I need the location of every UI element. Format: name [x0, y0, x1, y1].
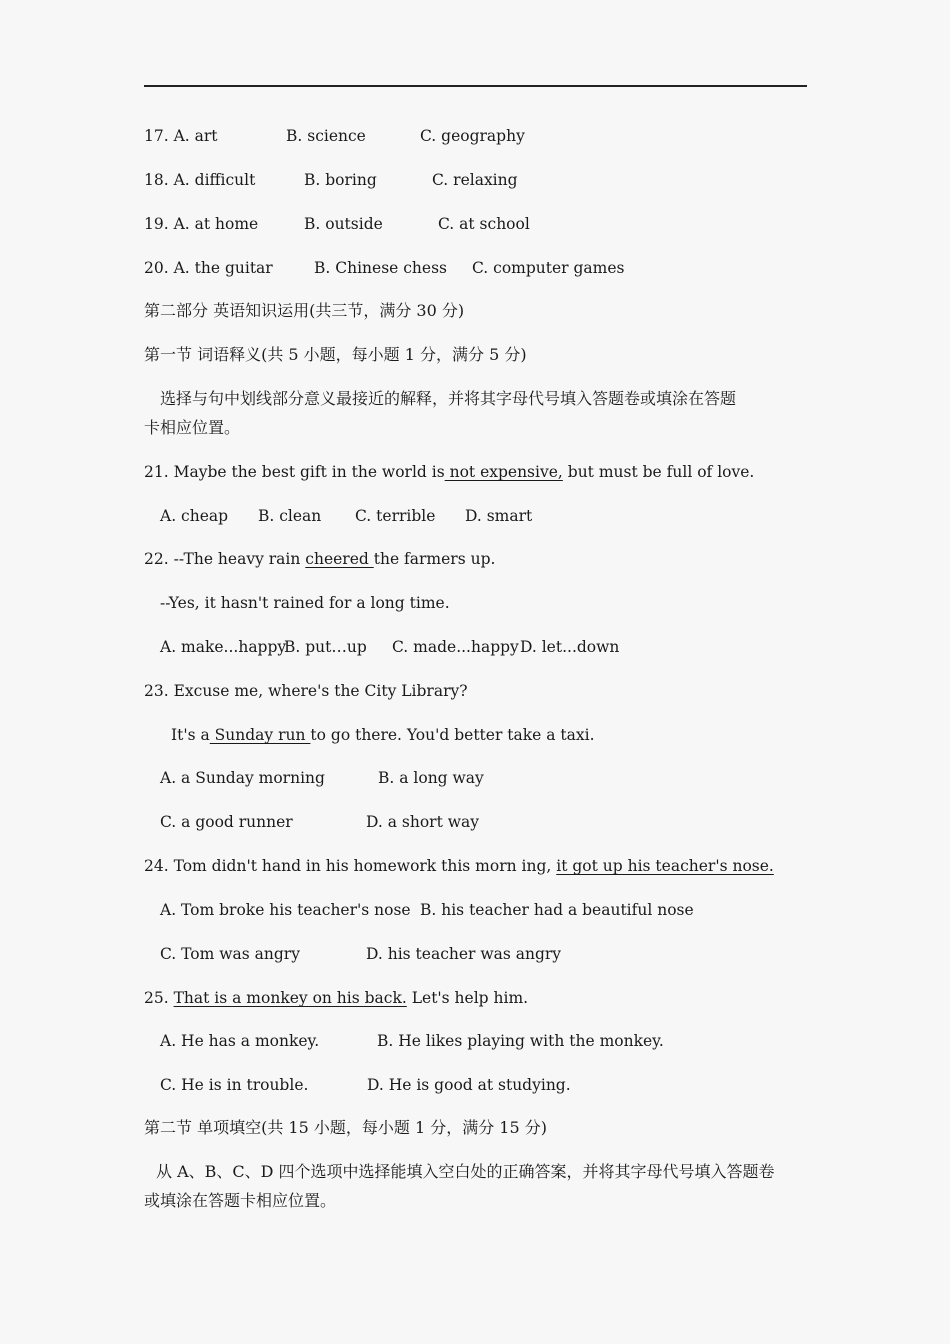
section-1-instruction-cont: 卡相应位置。 — [144, 418, 241, 437]
question-24 — [144, 856, 774, 876]
option-a: A. at home — [173, 215, 259, 233]
question-18 — [144, 170, 255, 190]
option-a: A. a Sunday morning — [160, 769, 325, 787]
underlined-phrase: not expensive, — [444, 463, 563, 481]
question-20 — [144, 258, 273, 278]
option-a: A. He has a monkey. — [160, 1032, 320, 1050]
option-b: B. boring — [304, 171, 377, 189]
question-19 — [144, 214, 258, 234]
option-d: D. let...down — [520, 638, 620, 656]
option-a: A. Tom broke his teacher's nose — [160, 901, 411, 919]
question-text-end: but must be full of love. — [562, 463, 755, 481]
question-text: 25. — [144, 989, 174, 1007]
option-b: B. Chinese chess — [314, 259, 447, 277]
reply-text: It's a — [171, 726, 210, 744]
underlined-phrase: cheered — [305, 550, 374, 568]
dialogue-reply — [171, 725, 595, 745]
option-d: D. smart — [465, 507, 533, 525]
question-number: 17. — [144, 127, 169, 145]
question-22 — [144, 549, 495, 569]
option-b: B. put…up — [284, 638, 367, 656]
option-a: A. art — [173, 127, 218, 145]
question-17 — [144, 126, 218, 146]
option-d: D. his teacher was angry — [366, 945, 562, 963]
question-number: 19. — [144, 215, 169, 233]
question-23: 23. Excuse me, where's the City Library? — [144, 682, 468, 700]
option-c: C. a good runner — [160, 813, 293, 831]
question-number: 20. — [144, 259, 169, 277]
option-c: C. He is in trouble. — [160, 1076, 309, 1094]
option-a: A. cheap — [160, 507, 229, 525]
question-number: 18. — [144, 171, 169, 189]
option-c: C. terrible — [355, 507, 436, 525]
header-rule — [144, 85, 807, 87]
option-d: D. He is good at studying. — [367, 1076, 571, 1094]
section-2-instruction: 从 A、B、C、D 四个选项中选择能填入空白处的正确答案，并将其字母代号填入答题卷 — [156, 1162, 775, 1181]
option-a: A. make...happy — [160, 638, 287, 656]
section-2-instruction-cont: 或填涂在答题卡相应位置。 — [144, 1191, 337, 1210]
option-a: A. the guitar — [173, 259, 273, 277]
option-b: B. clean — [258, 507, 322, 525]
option-b: B. outside — [304, 215, 383, 233]
question-text: 21. Maybe the best gift in the world is — [144, 463, 445, 481]
section-1-instruction: 选择与句中划线部分意义最接近的解释，并将其字母代号填入答题卷或填涂在答题 — [160, 389, 737, 408]
option-c: C. computer games — [472, 259, 625, 277]
option-c: C. geography — [420, 127, 525, 145]
option-c: C. relaxing — [432, 171, 518, 189]
option-a: A. difficult — [173, 171, 256, 189]
question-21 — [144, 462, 754, 482]
option-d: D. a short way — [366, 813, 479, 831]
section-1-title: 第一节 词语释义(共 5 小题，每小题 1 分，满分 5 分) — [144, 345, 527, 364]
option-c: C. Tom was angry — [160, 945, 300, 963]
option-b: B. his teacher had a beautiful nose — [420, 901, 694, 919]
part-2-title: 第二部分 英语知识运用(共三节，满分 30 分) — [144, 301, 465, 320]
option-c: C. made...happy — [392, 638, 519, 656]
option-c: C. at school — [438, 215, 530, 233]
option-b: B. He likes playing with the monkey. — [377, 1032, 664, 1050]
dialogue-reply: --Yes, it hasn't rained for a long time. — [160, 594, 450, 612]
option-b: B. science — [286, 127, 366, 145]
underlined-phrase: it got up his teacher's nose. — [556, 857, 774, 875]
question-text: 22. --The heavy rain — [144, 550, 306, 568]
reply-text-end: to go there. You'd better take a taxi. — [310, 726, 595, 744]
question-text-end: Let's help him. — [406, 989, 529, 1007]
underlined-phrase: Sunday run — [209, 726, 311, 744]
question-25 — [144, 988, 528, 1008]
question-text: 24. Tom didn't hand in his homework this morn ing, — [144, 857, 557, 875]
question-text-end: the farmers up. — [373, 550, 496, 568]
option-b: B. a long way — [378, 769, 484, 787]
section-2-title: 第二节 单项填空(共 15 小题，每小题 1 分，满分 15 分) — [144, 1118, 547, 1137]
underlined-phrase: That is a monkey on his back. — [173, 989, 407, 1007]
